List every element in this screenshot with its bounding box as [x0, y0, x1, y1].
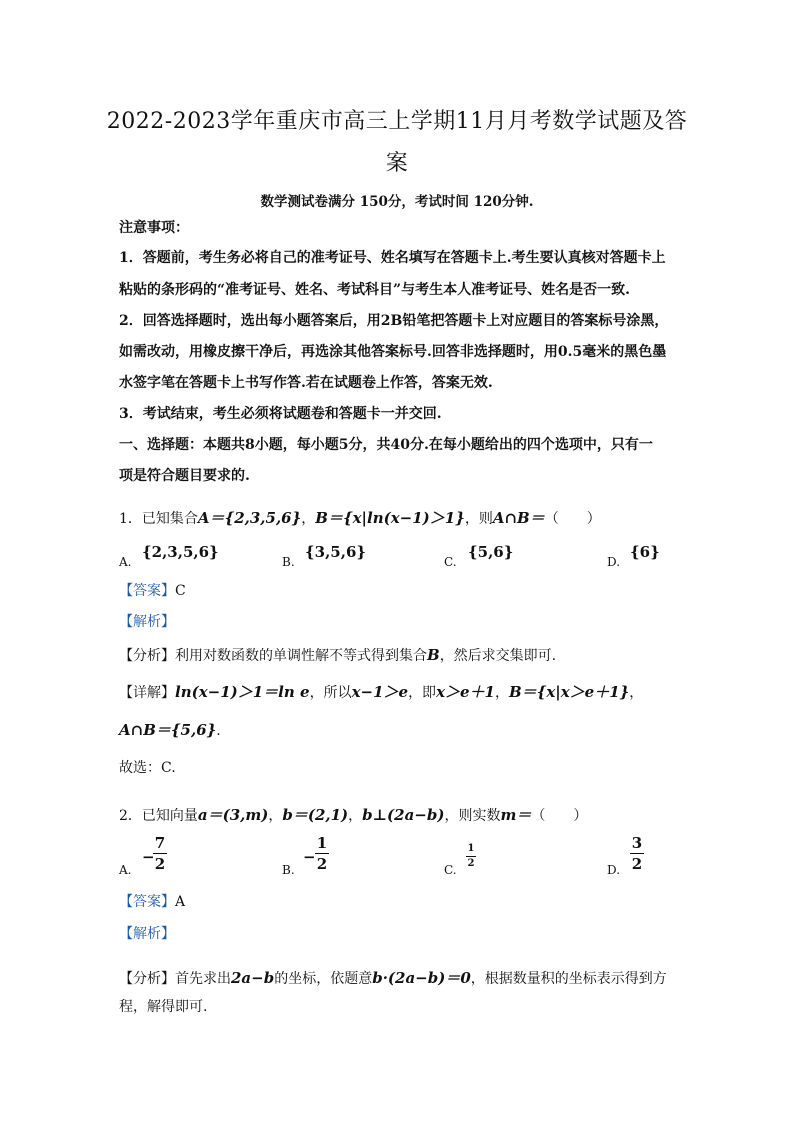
math-unknown: m＝ — [500, 806, 532, 824]
analysis-text: 的坐标，依题意 — [274, 971, 373, 987]
analysis-continued: 程，解得即可. — [119, 999, 208, 1015]
detail-line — [119, 682, 643, 703]
math-expression: x＞e＋1 — [436, 683, 495, 701]
option-label-d: D. — [607, 863, 621, 877]
answer-value: A — [175, 894, 186, 910]
option-label-b: B. — [282, 863, 295, 877]
analysis-tag: 【解析】 — [119, 614, 175, 630]
detail-text: ， — [629, 685, 644, 701]
answer-blank: （ ） — [531, 808, 588, 824]
choice-line: 故选：C. — [119, 760, 176, 776]
analysis-text: 首先求出 — [175, 971, 231, 987]
notice-line: 粘贴的条形码的“准考证号、姓名、考试科目”与考生本人准考证号、姓名是否一致. — [119, 282, 630, 298]
analysis-summary — [119, 645, 556, 666]
fraction-denominator: 2 — [467, 858, 475, 869]
option-label-a: A. — [119, 863, 132, 877]
exam-info: 数学测试卷满分 150分，考试时间 120分钟. — [260, 194, 534, 210]
detail-text: ， — [495, 685, 509, 701]
detail-text: ，所以 — [309, 685, 352, 701]
option-fraction-d — [630, 834, 644, 873]
fraction-numerator: 1 — [316, 834, 328, 852]
answer-tag: 【答案】 — [119, 894, 175, 910]
math-expression: B＝{x|x＞e＋1} — [509, 683, 630, 701]
fenxi-tag: 【分析】 — [119, 971, 175, 987]
fraction-denominator: 2 — [631, 855, 643, 873]
detail-tag: 【详解】 — [119, 685, 175, 701]
notice-line: 3．考试结束，考生必须将试题卷和答题卡一并交回. — [119, 406, 442, 422]
notice-line: 水签字笔在答题卡上书写作答.若在试题卷上作答，答案无效. — [119, 375, 493, 391]
math-expression: b·(2a−b)＝0 — [372, 969, 471, 987]
option-value-c: {5,6} — [468, 543, 514, 561]
fraction-numerator: 1 — [467, 843, 475, 854]
option-sign-b: − — [303, 848, 316, 866]
fraction-bar — [466, 856, 476, 857]
math-expression: x−1＞e — [351, 683, 409, 701]
math-expression: A∩B＝{5,6} — [119, 721, 217, 739]
fraction-bar — [630, 853, 644, 854]
math-set-b: B — [427, 646, 440, 664]
analysis-text: ，根据数量积的坐标表示得到方 — [470, 971, 667, 987]
option-value-d: {6} — [630, 543, 660, 561]
math-intersection: A∩B＝ — [492, 509, 545, 527]
math-set-b: B＝{x|ln(x−1)＞1} — [315, 509, 465, 527]
question-text: ，则实数 — [444, 808, 501, 824]
answer-tag: 【答案】 — [119, 583, 175, 599]
math-vector-a: a＝(3,m) — [197, 806, 269, 824]
math-expression: ln(x−1)＞1＝ln e — [175, 683, 310, 701]
fraction-bar — [315, 853, 329, 854]
question-1 — [119, 508, 601, 529]
option-label-c: C. — [444, 555, 457, 569]
option-fraction-c — [466, 843, 476, 870]
detail-result — [119, 720, 221, 741]
analysis-text: 利用对数函数的单调性解不等式得到集合 — [175, 648, 427, 664]
page-title-continued: 案 — [385, 151, 409, 176]
notice-line: 2．回答选择题时，选出每小题答案后，用2B铅笔把答题卡上对应题目的答案标号涂黑， — [119, 313, 669, 329]
math-expression: 2a−b — [231, 969, 275, 987]
notice-heading: 注意事项： — [119, 220, 189, 236]
notice-line: 1．答题前，考生务必将自己的准考证号、姓名填写在答题卡上.考生要认真核对答题卡上 — [119, 250, 666, 266]
analysis-tag: 【解析】 — [119, 926, 175, 942]
fraction-numerator: 3 — [631, 834, 643, 852]
detail-text: ，即 — [408, 685, 437, 701]
separator: ， — [268, 808, 283, 824]
fenxi-tag: 【分析】 — [119, 648, 175, 664]
separator: ， — [348, 808, 363, 824]
detail-text: . — [216, 723, 221, 739]
page-title: 2022-2023学年重庆市高三上学期11月月考数学试题及答 — [106, 109, 688, 134]
math-set-a: A＝{2,3,5,6} — [197, 509, 302, 527]
section-heading-continued: 项是符合题目要求的. — [119, 468, 250, 484]
fraction-numerator: 7 — [154, 834, 166, 852]
option-value-b: {3,5,6} — [305, 543, 367, 561]
question-2 — [119, 805, 587, 826]
answer-value: C — [175, 583, 186, 599]
answer-blank: （ ） — [544, 511, 601, 527]
answer-line — [119, 892, 185, 912]
option-label-d: D. — [607, 555, 621, 569]
question-text: 1．已知集合 — [119, 511, 198, 527]
option-fraction-b — [315, 834, 329, 873]
math-vector-b: b＝(2,1) — [282, 806, 349, 824]
analysis-text: ，然后求交集即可. — [439, 648, 557, 664]
analysis-summary — [119, 968, 667, 989]
notice-line: 如需改动，用橡皮擦干净后，再选涂其他答案标号.回答非选择题时，用0.5毫米的黑色墨 — [119, 344, 667, 360]
option-value-a: {2,3,5,6} — [142, 543, 219, 561]
option-sign-a: − — [142, 848, 155, 866]
option-label-b: B. — [282, 555, 295, 569]
fraction-denominator: 2 — [316, 855, 328, 873]
option-label-a: A. — [119, 555, 132, 569]
option-label-c: C. — [444, 863, 457, 877]
fraction-bar — [153, 853, 167, 854]
answer-line — [119, 581, 186, 601]
question-text: ，则 — [464, 511, 493, 527]
fraction-denominator: 2 — [154, 855, 166, 873]
math-perpendicular: b⊥(2a−b) — [362, 806, 445, 824]
question-text: 2．已知向量 — [119, 808, 198, 824]
section-heading: 一、选择题：本题共8小题，每小题5分，共40分.在每小题给出的四个选项中，只有一 — [119, 437, 653, 453]
option-fraction-a — [153, 834, 167, 873]
separator: ， — [301, 511, 316, 527]
